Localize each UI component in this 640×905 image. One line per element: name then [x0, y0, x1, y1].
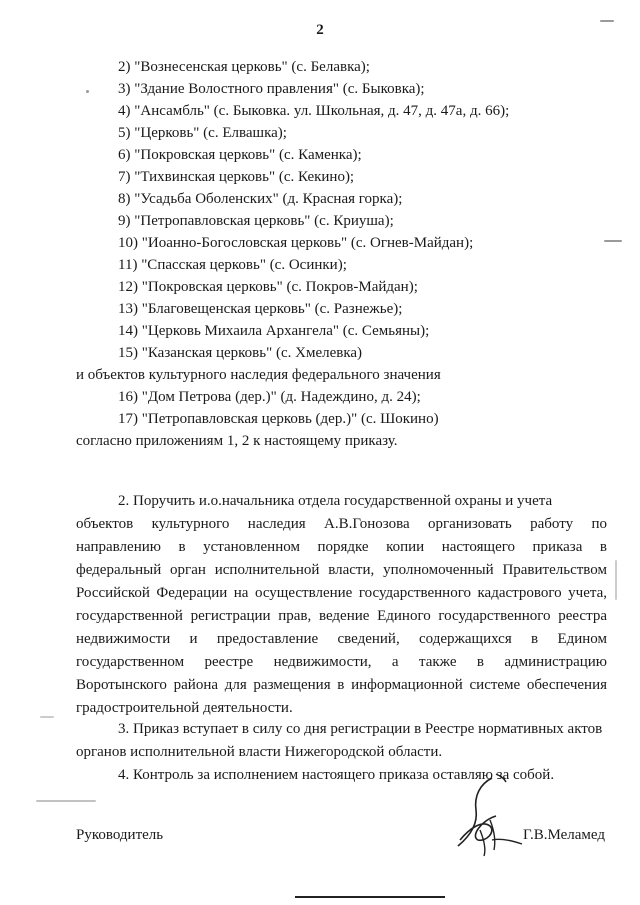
list-item: 4) "Ансамбль" (с. Быковка. ул. Школьная, д. 47, д. 47а, д. 66);	[118, 103, 510, 119]
federal-heading: и объектов культурного наследия федерального значения	[76, 367, 441, 383]
list-item: 16) "Дом Петрова (дер.)" (д. Надеждино, д. 24);	[118, 389, 421, 405]
scan-speck	[604, 240, 622, 242]
paragraph-line: градостроительной деятельности.	[76, 700, 293, 716]
paragraph-line: недвижимости и предоставление сведений, содержащихся в Едином	[76, 631, 607, 647]
page-number: 2	[316, 22, 324, 38]
paragraph-line: федеральный орган исполнительной власти, уполномоченный Правительством	[76, 562, 607, 578]
bottom-rule	[295, 896, 445, 898]
list-item: 12) "Покровская церковь" (с. Покров-Майдан);	[118, 279, 418, 295]
paragraph-line: государственном реестре недвижимости, а также в администрацию	[76, 654, 607, 670]
scan-speck	[600, 20, 614, 22]
list-item: 5) "Церковь" (с. Елвашка);	[118, 125, 287, 141]
list-item: 3) "Здание Волостного правления" (с. Быковка);	[118, 81, 425, 97]
paragraph-4: 4. Контроль за исполнением настоящего приказа оставляю за собой.	[118, 767, 555, 783]
paragraph-line: 3. Приказ вступает в силу со дня регистрации в Реестре нормативных актов	[118, 721, 603, 737]
list-item: 9) "Петропавловская церковь" (с. Криуша);	[118, 213, 394, 229]
list-item: 11) "Спасская церковь" (с. Осинки);	[118, 257, 347, 273]
signature-name: Г.В.Меламед	[523, 827, 606, 843]
list-item: 6) "Покровская церковь" (с. Каменка);	[118, 147, 362, 163]
list-item: 15) "Казанская церковь" (с. Хмелевка)	[118, 345, 363, 361]
scan-speck	[615, 560, 617, 600]
paragraph-line: государственной регистрации прав, ведение Единого государственного реестра	[76, 608, 607, 624]
paragraph-line: органов исполнительной власти Нижегородской области.	[76, 744, 443, 760]
list-item: 17) "Петропавловская церковь (дер.)" (с. Шокино)	[118, 411, 439, 427]
list-item: 7) "Тихвинская церковь" (с. Кекино);	[118, 169, 355, 185]
paragraph-line: 2. Поручить и.о.начальника отдела государственной охраны и учета	[118, 493, 553, 509]
list-item: 8) "Усадьба Оболенских" (д. Красная горка);	[118, 191, 403, 207]
paragraph-line: направлению в установленном порядке копии настоящего приказа в	[76, 539, 607, 555]
list-item: 14) "Церковь Михаила Архангела" (с. Семьяны);	[118, 323, 430, 339]
scan-speck	[36, 800, 96, 802]
list-item: 13) "Благовещенская церковь" (с. Разнежье);	[118, 301, 403, 317]
appendix-line: согласно приложениям 1, 2 к настоящему приказу.	[76, 433, 398, 449]
signature-role: Руководитель	[76, 827, 164, 843]
handwritten-signature-icon	[430, 770, 530, 860]
list-item: 2) "Вознесенская церковь" (с. Белавка);	[118, 59, 370, 75]
list-item: 10) "Иоанно-Богословская церковь" (с. Огнев-Майдан);	[118, 235, 474, 251]
paragraph-line: Российской Федерации на осуществление государственного кадастрового учета,	[76, 585, 607, 601]
scan-speck	[40, 716, 54, 718]
scan-speck	[86, 90, 89, 93]
paragraph-line: Воротынского района для размещения в информационной системе обеспечения	[76, 677, 607, 693]
paragraph-line: объектов культурного наследия А.В.Гонозова организовать работу по	[76, 516, 607, 532]
